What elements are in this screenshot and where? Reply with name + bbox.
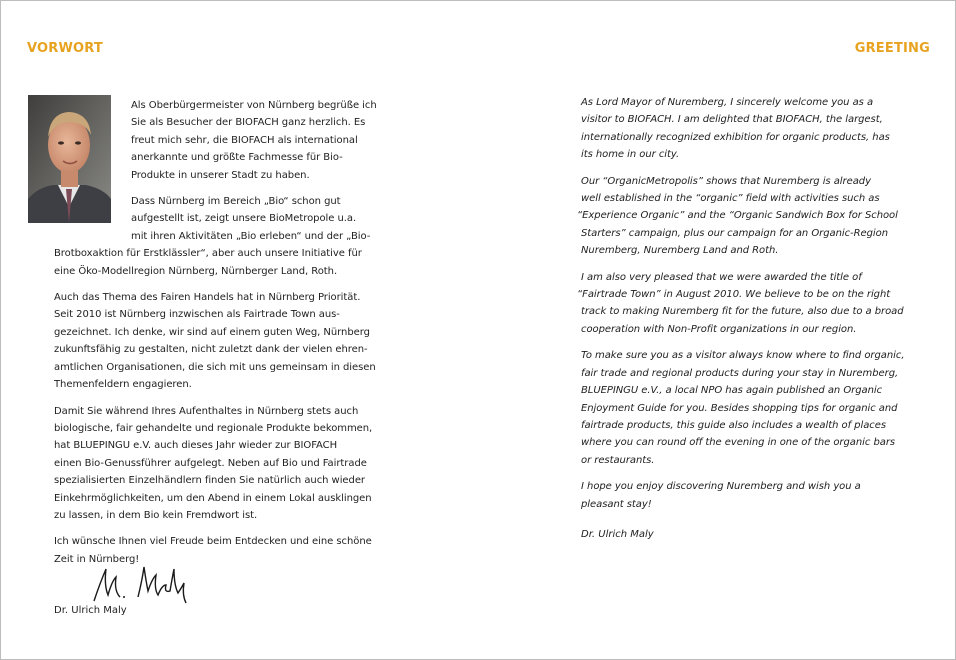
- heading-vorwort: VORWORT: [27, 41, 103, 56]
- de-paragraph-2: Dass Nürnberg im Bereich „Bio“ schon gut aufgestellt ist, zeigt unsere BioMetropole u.a. mit ihren Aktivitäten „Bio erleben“ und der „Bio- Brotboxaktion für Erstklässler“, aber auch unsere Initiative für eine Öko-Modellregion Nürnberg, Nürnberger Land, Roth.: [54, 196, 371, 277]
- en-paragraph-5: I hope you enjoy discovering Nuremberg and wish you a pleasant stay!: [581, 481, 861, 510]
- handwritten-signature: [86, 561, 196, 611]
- en-signature-name: Dr. Ulrich Maly: [581, 529, 654, 540]
- heading-greeting: GREETING: [854, 41, 930, 56]
- de-paragraph-5: Ich wünsche Ihnen viel Freude beim Entdecken und eine schöne Zeit in Nürnberg!: [54, 536, 372, 565]
- de-paragraph-3: Auch das Thema des Fairen Handels hat in Nürnberg Priorität. Seit 2010 ist Nürnberg inzwischen als Fairtrade Town aus- gezeichnet. Ich denke, wir sind auf einem guten Weg, Nürnberg zukunftsfähig zu gestalten, nicht zuletzt dank der vielen ehren- amtlichen Organisationen, die sich mit uns gemeinsam in diesen Themenfeldern engagieren.: [54, 292, 376, 391]
- de-signature-name: Dr. Ulrich Maly: [54, 605, 127, 616]
- en-paragraph-2: Our “OrganicMetropolis” shows that Nuremberg is already well established in the “organic” field with activities such as “Experience Organic” and the “Organic Sandwich Box for School Starters” campaign, plus our campaign for an Organic-Region Nuremberg, Nuremberg Land and Roth.: [577, 175, 898, 257]
- en-paragraph-3: I am also very pleased that we were awarded the title of “Fairtrade Town” in August 2010. We believe to be on the right track to making Nuremberg fit for the future, also due to a broad cooperation with Non-Profit organizations in our region.: [577, 271, 904, 335]
- de-paragraph-4: Damit Sie während Ihres Aufenthaltes in Nürnberg stets auch biologische, fair gehandelte und regionale Produkte bekommen, hat BLUEPINGU e.V. auch dieses Jahr wieder zur BIOFACH einen Bio-Genussführer aufgelegt. Neben auf Bio und Fairtrade spezialisierten Einzelhändlern finden Sie natürlich auch wieder Einkehrmöglichkeiten, um den Abend in einem Lokal ausklingen zu lassen, in dem Bio kein Fremdwort ist.: [54, 405, 373, 521]
- de-paragraph-1: Als Oberbürgermeister von Nürnberg begrüße ich Sie als Besucher der BIOFACH ganz herzlich. Es freut mich sehr, die BIOFACH als international anerkannte und größte Fachmesse für Bio- Produkte in unserer Stadt zu haben.: [131, 100, 377, 181]
- en-paragraph-1: As Lord Mayor of Nuremberg, I sincerely welcome you as a visitor to BIOFACH. I am delighted that BIOFACH, the largest, internationally recognized exhibition for organic products, has its home in our city.: [581, 97, 890, 161]
- german-text-column: [54, 97, 379, 577]
- english-text-column: [577, 94, 921, 522]
- en-paragraph-4: To make sure you as a visitor always know where to find organic, fair trade and regional products during your stay in Nuremberg, BLUEPINGU e.V., a local NPO has again published an Organic Enjoyment Guide for you. Besides shopping tips for organic and fairtrade products, this guide also includes a wealth of places where you can round off the evening in one of the organic bars or restaurants.: [581, 350, 905, 466]
